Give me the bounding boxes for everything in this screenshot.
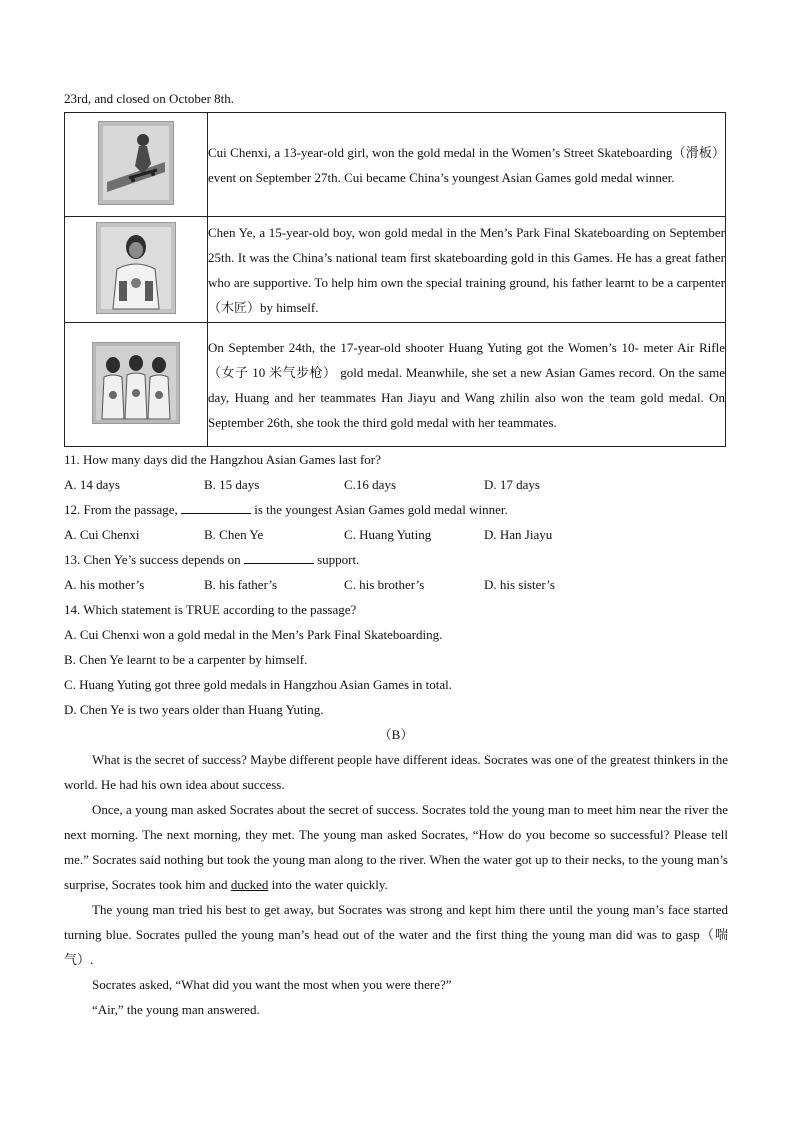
q12-option-d: D. Han Jiayu: [484, 527, 553, 542]
q13-stem-before: 13. Chen Ye’s success depends on: [64, 552, 241, 567]
team-podium-photo-icon: [92, 342, 180, 424]
q12-option-a: A. Cui Chenxi: [64, 527, 140, 542]
passage-paragraph-5: “Air,” the young man answered.: [92, 1002, 260, 1017]
q14-option-b: B. Chen Ye learnt to be a carpenter by himself.: [64, 652, 308, 667]
p2-text-after: into the water quickly.: [271, 877, 388, 892]
q13-stem-after: support.: [317, 552, 360, 567]
table-row: [65, 323, 726, 447]
q12-stem-before: 12. From the passage,: [64, 502, 178, 517]
q12-stem-after: is the youngest Asian Games gold medal winner.: [254, 502, 508, 517]
photo-cell: [65, 323, 208, 447]
athlete-table: [64, 112, 726, 447]
ducked-word: ducked: [230, 877, 269, 892]
q13-option-a: A. his mother’s: [64, 577, 145, 592]
table-row: [65, 217, 726, 323]
passage-paragraph-4: Socrates asked, “What did you want the most when you were there?”: [92, 977, 452, 992]
passage-paragraph-2: [64, 797, 728, 897]
photo-cell: [65, 113, 208, 217]
q14-option-a: A. Cui Chenxi won a gold medal in the Men’s Park Final Skateboarding.: [64, 627, 443, 642]
q13-option-c: C. his brother’s: [344, 577, 425, 592]
q12-option-b: B. Chen Ye: [204, 527, 264, 542]
q13-stem: [64, 551, 359, 569]
passage-paragraph-3: The young man tried his best to get away, but Socrates was strong and kept him there until the young man’s face started turning blue. Socrates pulled the young man’s head out of the water and the first thing the young man did was to gasp（喘气）.: [64, 902, 728, 967]
huang-yuting-text: On September 24th, the 17-year-old shooter Huang Yuting got the Women’s 10- meter Air Rifle（女子 10 米气步枪） gold medal. Meanwhile, she set a new Asian Games record. On the same day, Huang and her teammates Han Jiayu and Wang zhilin also won the team gold medal. On September 26th, she took the third gold medal with her teammates.: [208, 323, 726, 447]
skateboarder-photo-icon: [98, 121, 174, 205]
q14-stem: 14. Which statement is TRUE according to the passage?: [64, 602, 357, 617]
q11-option-b: B. 15 days: [204, 477, 260, 492]
q13-blank: [244, 551, 314, 564]
q12-option-c: C. Huang Yuting: [344, 527, 432, 542]
passage-paragraph-1: What is the secret of success? Maybe different people have different ideas. Socrates was one of the greatest thinkers in the world. He had his own idea about success.: [64, 752, 728, 792]
medalist-photo-icon: [96, 222, 176, 314]
q12-blank: [181, 501, 251, 514]
q11-option-a: A. 14 days: [64, 477, 120, 492]
q14-option-d: D. Chen Ye is two years older than Huang Yuting.: [64, 702, 324, 717]
q14-option-c: C. Huang Yuting got three gold medals in Hangzhou Asian Games in total.: [64, 677, 453, 692]
q11-option-d: D. 17 days: [484, 477, 540, 492]
q12-stem: [64, 501, 508, 519]
chen-ye-text: Chen Ye, a 15-year-old boy, won gold medal in the Men’s Park Final Skateboarding on September 25th. It was the China’s national team first skateboarding gold in this Games. He has a great father who are supportive. To help him own the special training ground, his father learnt to be a carpenter（木匠）by himself.: [208, 217, 726, 323]
q13-option-b: B. his father’s: [204, 577, 278, 592]
photo-cell: [65, 217, 208, 323]
cui-chenxi-text: Cui Chenxi, a 13-year-old girl, won the gold medal in the Women’s Street Skateboarding（滑板）event on September 27th. Cui became China’s youngest Asian Games gold medal winner.: [208, 113, 726, 217]
intro-line: 23rd, and closed on October 8th.: [64, 91, 235, 106]
section-b-heading: （B）: [378, 727, 414, 742]
table-row: [65, 113, 726, 217]
q11-stem: 11. How many days did the Hangzhou Asian Games last for?: [64, 452, 381, 467]
q13-option-d: D. his sister’s: [484, 577, 555, 592]
q11-option-c: C.16 days: [344, 477, 396, 492]
p2-text-before: Once, a young man asked Socrates about the secret of success. Socrates told the young man to meet him near the river the next morning. The next morning, they met. The young man asked Socrates, “How do you become so successful? Please tell me.” Socrates said nothing but took the young man along to the river. When the water got up to their necks, to the young man’s surprise, Socrates took him and: [64, 802, 728, 892]
